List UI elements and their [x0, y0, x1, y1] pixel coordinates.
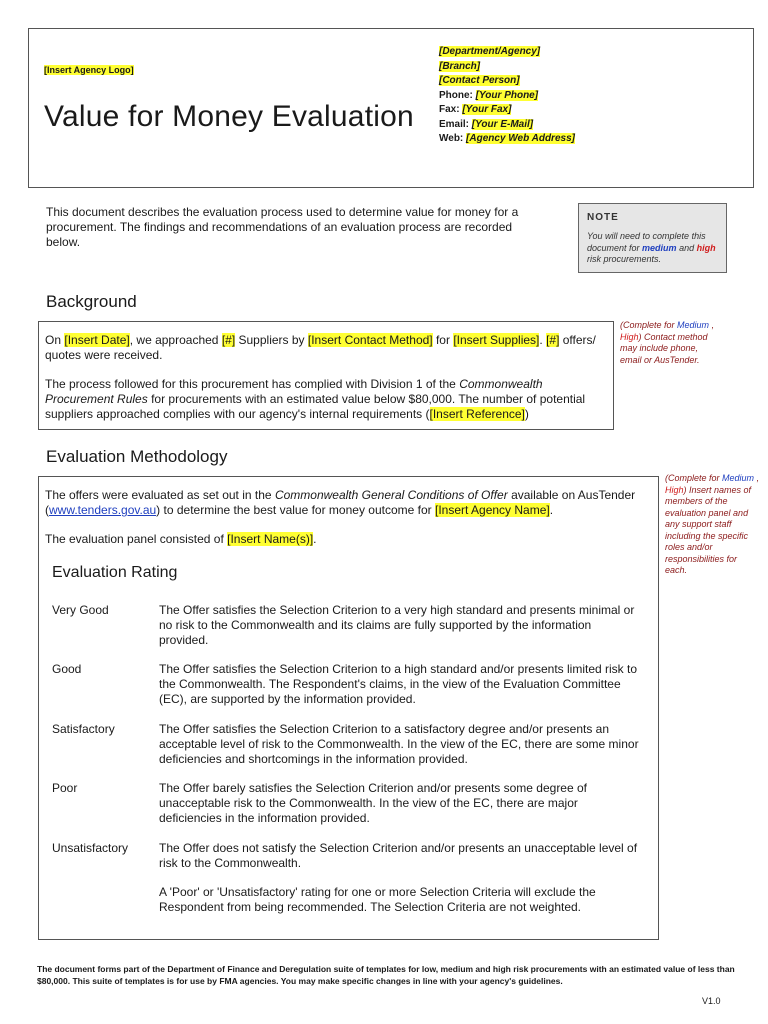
- background-paragraph-1: On [Insert Date], we approached [#] Suppliers by [Insert Contact Method] for [Insert Supplies]. [#] offers/ quotes were received.: [45, 333, 596, 362]
- rating-label: Very Good: [52, 603, 109, 617]
- version-label: V1.0: [702, 996, 721, 1006]
- web-field: [Agency Web Address]: [466, 133, 575, 144]
- rating-description: The Offer satisfies the Selection Criterion to a high standard and/or presents limited risk to the Commonwealth. The Respondent's claims, in the view of the Evaluation Committee (EC), are supported by the information provided.: [159, 662, 638, 706]
- contact-method-field: [Insert Contact Method]: [307, 333, 433, 347]
- email-field: [Your E-Mail]: [471, 118, 534, 130]
- agency-name-field: [Insert Agency Name]: [435, 503, 550, 517]
- footer-text: The document forms part of the Department of Finance and Deregulation suite of templates for low, medium and high risk procurements with an estimated value of less than $80,000. This suite of templates is for use by FMA agencies. You may make specific changes in line with your agency's guidelines.: [37, 964, 735, 986]
- methodology-paragraph-2: The evaluation panel consisted of [Insert Name(s)].: [45, 532, 317, 546]
- rating-label: Good: [52, 662, 82, 676]
- methodology-heading: Evaluation Methodology: [46, 447, 228, 466]
- intro-paragraph: This document describes the evaluation process used to determine value for money for a procurement. The findings and recommendations of an evaluation process are recorded below.: [46, 205, 519, 249]
- rating-label: Unsatisfactory: [52, 841, 129, 855]
- rating-heading: Evaluation Rating: [52, 564, 178, 581]
- background-heading: Background: [46, 292, 137, 311]
- rating-description: The Offer satisfies the Selection Criterion to a satisfactory degree and/or presents an acceptable level of risk to the Commonwealth. In the view of the EC, there are some minor deficiencies and shortcomings in the information provided.: [159, 722, 639, 766]
- rating-description: The Offer does not satisfy the Selection Criterion and/or presents an unacceptable level of risk to the Commonwealth.: [159, 841, 638, 870]
- rating-description: The Offer barely satisfies the Selection Criterion and/or presents some degree of unacceptable risk to the Commonwealth. In the view of the EC, there are major deficiencies in the information provided.: [159, 781, 587, 825]
- rating-closing-note: A 'Poor' or 'Unsatisfactory' rating for one or more Selection Criteria will exclude the Respondent from being recommended. The Selection Criteria are not weighted.: [159, 885, 596, 914]
- methodology-side-note: (Complete for Medium , High) Insert names of members of the evaluation panel and any support staff including the specific roles and/or responsibilities for each.: [665, 473, 760, 575]
- phone-field: [Your Phone]: [475, 89, 539, 101]
- reference-field: [Insert Reference]: [429, 407, 525, 421]
- background-side-note: (Complete for Medium , High) Contact method may include phone, email or AusTender.: [620, 320, 715, 365]
- department-field: [Department/Agency]: [439, 46, 541, 57]
- contact-person-field: [Contact Person]: [439, 75, 520, 86]
- insert-date-field: [Insert Date]: [64, 333, 130, 347]
- supplies-field: [Insert Supplies]: [453, 333, 540, 347]
- names-field: [Insert Name(s)]: [227, 532, 314, 546]
- branch-field: [Branch]: [439, 60, 481, 72]
- austender-link[interactable]: www.tenders.gov.au: [49, 503, 157, 517]
- rating-description: The Offer satisfies the Selection Criterion to a very high standard and presents minimal or no risk to the Commonwealth and its claims are fully supported by the information provided.: [159, 603, 635, 647]
- note-box: [578, 203, 727, 273]
- note-text: You will need to complete this document for medium and high risk procurements.: [587, 231, 716, 264]
- note-title: NOTE: [587, 212, 619, 223]
- background-box: [38, 321, 614, 430]
- methodology-paragraph-1: The offers were evaluated as set out in the Commonwealth General Conditions of Offer available on AusTender (www.tenders.gov.au) to determine the best value for money outcome for [Insert Agency Name].: [45, 488, 636, 517]
- background-paragraph-2: The process followed for this procurement has complied with Division 1 of the Commonwealth Procurement Rules for procurements with an estimated value below $80,000. The number of potential suppliers approached complies with our agency's internal requirements ([Insert Reference]): [45, 377, 586, 421]
- rating-label: Satisfactory: [52, 722, 115, 736]
- rating-label: Poor: [52, 781, 78, 795]
- contact-block: [Department/Agency] [Branch] [Contact Person] Phone: [Your Phone] Fax: [Your Fax] Email: [Your E-Mail] Web: [Agency Web Address]: [439, 46, 575, 144]
- page-title: Value for Money Evaluation: [44, 100, 414, 133]
- fax-field: [Your Fax]: [462, 104, 512, 115]
- agency-logo-placeholder: [Insert Agency Logo]: [44, 65, 134, 75]
